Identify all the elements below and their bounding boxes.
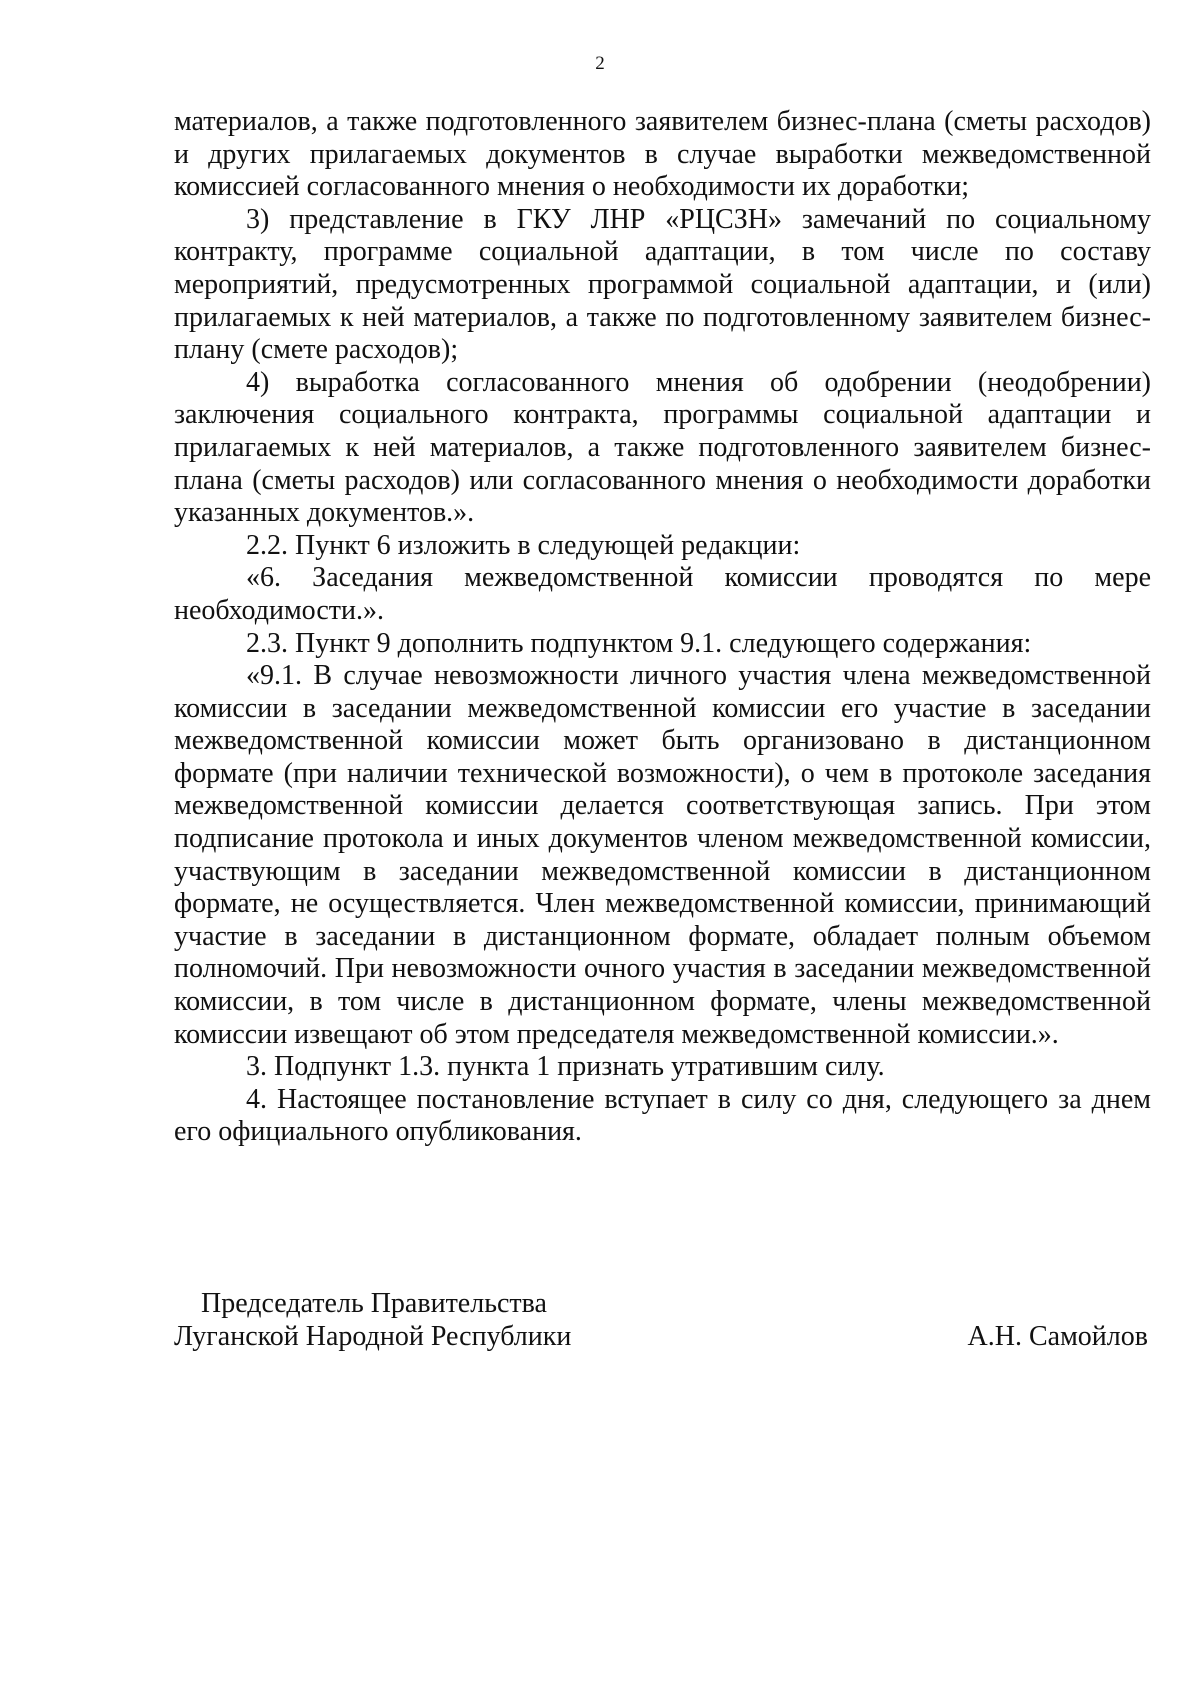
paragraph-2-3: 2.3. Пункт 9 дополнить подпунктом 9.1. следующего содержания: (246, 627, 1032, 659)
paragraph-point-6: «6. Заседания межведомственной комиссии проводятся по мере необходимости.». (174, 562, 1151, 626)
paragraph-2-2: 2.2. Пункт 6 изложить в следующей редакции: (246, 529, 801, 561)
page-number: 2 (595, 53, 605, 74)
document-body (174, 106, 1151, 1149)
signatory-title-line1: Председатель Правительства (201, 1288, 547, 1319)
signatory-title (174, 1288, 571, 1353)
paragraph-item-3: 3) представление в ГКУ ЛНР «РЦСЗН» замечаний по социальному контракту, программе социальной адаптации, в том числе по составу мероприятий, предусмотренных программой социальной адаптации, и (или) прилагаемых к ней материалов, а также по подготовленному заявителем бизнес-плану (смете расходов); (174, 203, 1151, 366)
paragraph-3: 3. Подпункт 1.3. пункта 1 признать утратившим силу. (246, 1051, 885, 1083)
paragraph-point-9-1: «9.1. В случае невозможности личного участия члена межведомственной комиссии в заседании межведомственной комиссии его участие в заседании межведомственной комиссии может быть организовано в дистанционном формате (при наличии технической возможности), о чем в протоколе заседания межведомственной комиссии делается соответствующая запись. При этом подписание протокола и иных документов членом межведомственной комиссии, участвующим в заседании межведомственной комиссии в дистанционном формате, не осуществляется. Член межведомственной комиссии, принимающий участие в заседании в дистанционном формате, обладает полным объемом полномочий. При невозможности очного участия в заседании межведомственной комиссии, в том числе в дистанционном формате, члены межведомственной комиссии извещают об этом председателя межведомственной комиссии.». (174, 660, 1151, 1050)
paragraph-continuation: материалов, а также подготовленного заявителем бизнес-плана (сметы расходов) и других прилагаемых документов в случае выработки межведомственной комиссией согласованного мнения о необходимости их доработки; (174, 106, 1151, 203)
signatory-title-line2: Луганской Народной Республики (174, 1320, 572, 1352)
paragraph-4: 4. Настоящее постановление вступает в силу со дня, следующего за днем его официального опубликования. (174, 1083, 1151, 1148)
signatory-name: А.Н. Самойлов (967, 1320, 1148, 1352)
paragraph-item-4: 4) выработка согласованного мнения об одобрении (неодобрении) заключения социального контракта, программы социальной адаптации и прилагаемых к ней материалов, а также подготовленного заявителем бизнес-плана (сметы расходов) или согласованного мнения о необходимости доработки указанных документов.». (174, 366, 1151, 529)
